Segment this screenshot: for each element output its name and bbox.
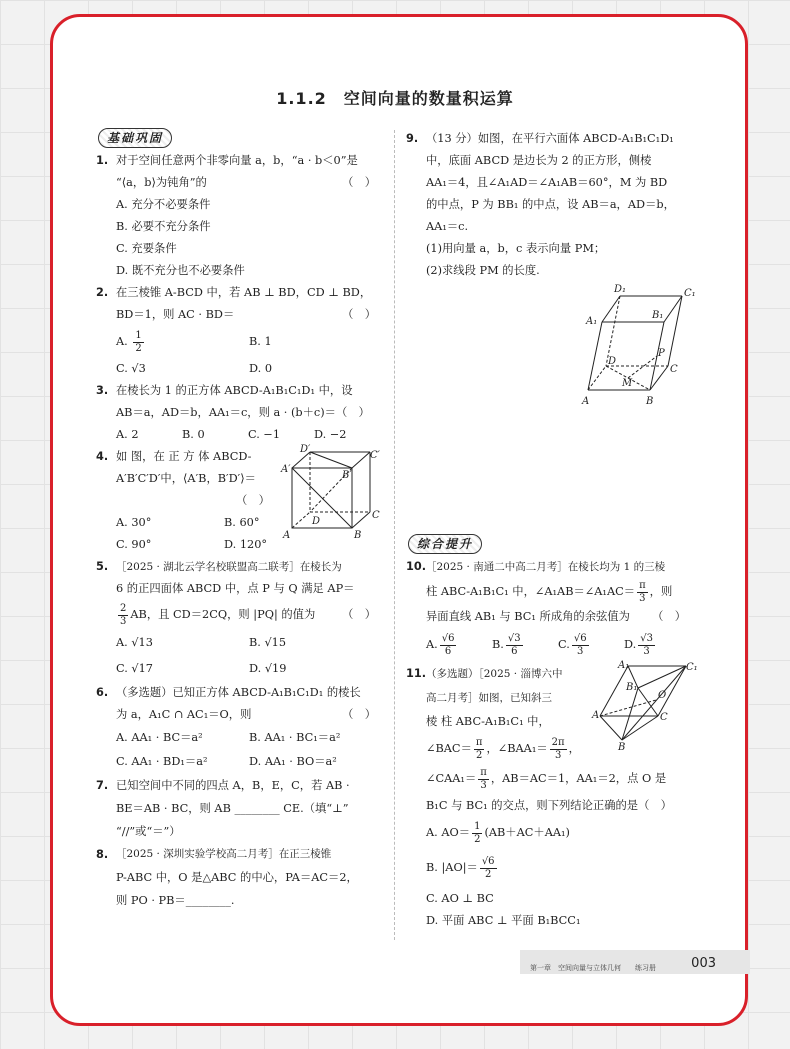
q11-option-b-frac: $\frac{√6}{2}$ xyxy=(481,855,495,880)
q1-option-d[interactable]: D. 既不充分也不必要条件 xyxy=(116,264,245,277)
q2-line2: BD＝1，则 AC · BD＝ xyxy=(116,308,235,321)
q9-line1: （13 分）如图，在平行六面体 ABCD-A₁B₁C₁D₁ xyxy=(426,132,674,145)
q11-option-c[interactable]: C. AO ⊥ BC xyxy=(426,892,494,905)
q5-line1: ［2025 · 湖北云学名校联盟高二联考］在棱长为 xyxy=(116,561,342,573)
q1-option-a[interactable]: A. 充分不必要条件 xyxy=(116,198,211,211)
q11-line5a: ∠CAA₁＝ xyxy=(426,772,477,785)
fig11-label-c: C xyxy=(660,712,668,723)
q2-option-d[interactable]: D. 0 xyxy=(249,362,273,375)
q10-option-b[interactable] xyxy=(492,628,558,662)
q4-number: 4. xyxy=(96,450,109,463)
q10-line2: 柱 ABC-A₁B₁C₁ 中，∠A₁AB＝∠A₁AC＝ xyxy=(426,585,636,598)
page-footer xyxy=(520,950,750,974)
q1-line1: 对于空间任意两个非零向量 a，b，“a · b＜0”是 xyxy=(116,154,358,167)
q8-line3: 则 PO · PB＝________. xyxy=(116,894,235,907)
q2-line1: 在三棱锥 A-BCD 中，若 AB ⊥ BD，CD ⊥ BD， xyxy=(116,286,372,299)
q11-line4b: ，∠BAA₁＝ xyxy=(486,742,548,755)
q5-frac: $\frac{2}{3}$ xyxy=(120,602,127,627)
q9-line4: 的中点，P 为 BB₁ 的中点，设 AB＝a，AD＝b， xyxy=(426,198,675,211)
q2-number: 2. xyxy=(96,286,109,299)
q10-option-b-frac: $\frac{√3}{6}$ xyxy=(507,632,521,657)
q5-number: 5. xyxy=(96,560,109,573)
fig9-label-c: C xyxy=(670,364,678,375)
q2-option-c[interactable]: C. √3 xyxy=(116,362,146,375)
question-3 xyxy=(96,380,382,424)
q4-option-d[interactable]: D. 120° xyxy=(224,538,268,551)
q10-option-c-label: C. xyxy=(558,638,570,651)
q1-line2: “⟨a，b⟩为钝角”的 xyxy=(116,176,207,189)
q6-option-b[interactable]: B. AA₁ · BC₁＝a² xyxy=(249,731,341,744)
fig11-label-a: A xyxy=(592,710,600,721)
q6-option-d[interactable]: D. AA₁ · BO＝a² xyxy=(249,755,337,768)
question-6 xyxy=(96,682,382,726)
fig11-label-o: O xyxy=(658,690,667,701)
fig9-label-m: M xyxy=(622,378,633,389)
q11-line5b: ，AB＝AC＝1，AA₁＝2，点 O 是 xyxy=(490,772,667,785)
question-4 xyxy=(96,446,382,556)
q5-option-c[interactable]: C. √17 xyxy=(116,662,153,675)
q3-line1: 在棱长为 1 的正方体 ABCD-A₁B₁C₁D₁ 中，设 xyxy=(116,384,353,397)
question-1 xyxy=(96,150,382,194)
q11-number: 11. xyxy=(406,667,427,680)
q6-option-c[interactable]: C. AA₁ · BD₁＝a² xyxy=(116,755,208,768)
q3-option-d[interactable]: D. −2 xyxy=(314,428,347,441)
q11-line2: 高二月考］如图，已知斜三 xyxy=(426,692,552,704)
fig11-label-b1: B₁ xyxy=(626,682,638,693)
q10-option-d[interactable] xyxy=(624,628,690,662)
prism-figure xyxy=(592,660,698,753)
left-column xyxy=(96,128,382,912)
q5-option-b[interactable]: B. √15 xyxy=(249,636,287,649)
q11-option-b-label: B. |AO|＝ xyxy=(426,861,478,874)
q11-frac2: $\frac{2\pi}{3}$ xyxy=(551,736,565,761)
fig4-label-bp: B′ xyxy=(342,470,352,481)
q6-line1: （多选题）已知正方体 ABCD-A₁B₁C₁D₁ 的棱长 xyxy=(116,686,361,699)
fig4-label-dp: D′ xyxy=(300,444,311,455)
q11-line3: 棱 柱 ABC-A₁B₁C₁ 中， xyxy=(426,715,550,728)
q4-option-b[interactable]: B. 60° xyxy=(224,516,260,529)
footer-chapter: 第一章 空间向量与立体几何 练习册 xyxy=(530,964,656,972)
q8-number: 8. xyxy=(96,848,109,861)
q10-option-a-frac: $\frac{√6}{6}$ xyxy=(441,632,455,657)
q11-line4a: ∠BAC＝ xyxy=(426,742,472,755)
q1-option-b[interactable]: B. 必要不充分条件 xyxy=(116,220,211,233)
page-title: 1.1.2 空间向量的数量积运算 xyxy=(276,89,514,108)
q9-line2: 中，底面 ABCD 是边长为 2 的正方形，侧棱 xyxy=(426,154,652,167)
question-7 xyxy=(96,774,382,843)
q1-number: 1. xyxy=(96,154,109,167)
question-5 xyxy=(96,556,382,630)
q11-line1: （多选题）［2025 · 淄博六中 xyxy=(426,668,563,680)
q10-option-d-label: D. xyxy=(624,638,637,651)
q10-option-b-label: B. xyxy=(492,638,504,651)
page-number: 003 xyxy=(691,956,716,971)
q8-line1: ［2025 · 深圳实验学校高二月考］在正三棱锥 xyxy=(116,848,332,860)
q10-option-d-frac: $\frac{√3}{3}$ xyxy=(640,632,653,657)
q11-option-a-expr: (AB＋AC＋AA₁) xyxy=(484,826,570,839)
fig4-label-b: B xyxy=(354,530,362,541)
q11-line6: B₁C 与 BC₁ 的交点，则下列结论正确的是（ ） xyxy=(426,799,672,812)
question-8 xyxy=(96,843,382,912)
q9-line5: AA₁＝c. xyxy=(426,220,469,233)
parallelepiped-figure xyxy=(582,282,702,412)
q10-option-a-label: A. xyxy=(426,638,438,651)
fig9-label-c1: C₁ xyxy=(684,288,696,299)
q7-line2: BE＝AB · BC，则 AB ________ CE.（填“⊥” xyxy=(116,802,349,815)
q6-line2: 为 a，A₁C ∩ AC₁＝O，则 xyxy=(116,708,252,721)
q10-paren: （ ） xyxy=(652,610,686,623)
q6-number: 6. xyxy=(96,686,109,699)
q11-option-a-frac: $\frac{1}{2}$ xyxy=(474,820,481,845)
fig9-label-d: D xyxy=(608,356,617,367)
q9-line3: AA₁＝4，且∠A₁AD＝∠A₁AB＝60°，M 为 BD xyxy=(426,176,668,189)
q6-paren: （ ） xyxy=(342,708,376,721)
fig9-label-a: A xyxy=(582,396,590,407)
q10-option-a[interactable] xyxy=(426,628,492,662)
q10-line3: 异面直线 AB₁ 与 BC₁ 所成角的余弦值为 xyxy=(426,610,630,623)
right-column xyxy=(406,128,698,932)
q11-option-d[interactable]: D. 平面 ABC ⊥ 平面 B₁BCC₁ xyxy=(426,914,581,927)
fig9-label-p: P xyxy=(658,348,665,359)
q5-option-d[interactable]: D. √19 xyxy=(249,662,287,675)
q1-paren: （ ） xyxy=(342,176,376,189)
q2-option-a-label: A. xyxy=(116,335,128,348)
q4-line1: 如 图，在 正 方 体 ABCD- xyxy=(116,450,252,463)
q4-line2: A′B′C′D′中，⟨A′B，B′D′⟩＝ xyxy=(116,472,256,485)
q1-option-c[interactable]: C. 充要条件 xyxy=(116,242,177,255)
q10-frac: $\frac{\pi}{3}$ xyxy=(639,579,646,604)
q5-line2: 6 的正四面体 ABCD 中，点 P 与 Q 满足 AP＝ xyxy=(116,582,355,595)
q7-line3: “//”或“＝”） xyxy=(116,825,181,838)
fig9-label-d1: D₁ xyxy=(614,284,627,295)
q10-option-c-frac: $\frac{√6}{3}$ xyxy=(573,632,587,657)
question-10 xyxy=(406,556,692,628)
fig4-label-a: A xyxy=(283,530,291,541)
q10-number: 10. xyxy=(406,560,427,573)
q11-option-a[interactable] xyxy=(406,818,692,848)
q10-line1: ［2025 · 南通二中高二月考］在棱长均为 1 的三棱 xyxy=(426,561,666,573)
q11-option-a-label: A. AO＝ xyxy=(426,826,471,839)
fig11-label-c1: C₁ xyxy=(686,662,698,673)
q4-option-a[interactable]: A. 30° xyxy=(116,516,152,529)
q4-option-c[interactable]: C. 90° xyxy=(116,538,152,551)
q3-number: 3. xyxy=(96,384,109,397)
q2-option-b[interactable]: B. 1 xyxy=(249,335,272,348)
q2-option-a-frac: $\frac{1}{2}$ xyxy=(135,329,142,354)
q9-sub2: (2)求线段 PM 的长度. xyxy=(426,264,540,277)
q3-option-b[interactable]: B. 0 xyxy=(182,428,205,441)
fig9-label-b1: B₁ xyxy=(652,310,664,321)
question-9 xyxy=(406,128,692,282)
question-2 xyxy=(96,282,382,326)
q9-number: 9. xyxy=(406,132,419,145)
q11-frac3: $\frac{\pi}{3}$ xyxy=(480,766,487,791)
q8-line2: P-ABC 中，O 是△ABC 的中心，PA＝AC＝2， xyxy=(116,871,358,884)
q3-option-a[interactable]: A. 2 xyxy=(116,428,139,441)
fig4-label-ap: A′ xyxy=(281,464,291,475)
q2-paren: （ ） xyxy=(342,308,376,321)
q3-option-c[interactable]: C. −1 xyxy=(248,428,281,441)
q11-line4c: ， xyxy=(568,742,580,755)
q4-paren: （ ） xyxy=(236,494,270,507)
q5-option-a[interactable]: A. √13 xyxy=(116,636,153,649)
fig11-label-a1: A₁ xyxy=(618,660,630,671)
q5-paren: （ ） xyxy=(342,608,376,621)
fig4-label-c: C xyxy=(372,510,380,521)
column-divider xyxy=(394,130,395,940)
section-comprehensive: 综合提升 xyxy=(408,534,482,554)
q10-line2b: ，则 xyxy=(649,585,673,598)
q6-option-a[interactable]: A. AA₁ · BC＝a² xyxy=(116,731,203,744)
section-basic: 基础巩固 xyxy=(98,128,172,148)
fig9-label-a1: A₁ xyxy=(586,316,598,327)
fig4-label-cp: C′ xyxy=(370,450,380,461)
fig9-label-b: B xyxy=(646,396,654,407)
question-11 xyxy=(406,660,698,818)
q3-line2: AB＝a，AD＝b，AA₁＝c，则 a · (b＋c)＝（ ） xyxy=(116,406,370,419)
q10-option-c[interactable] xyxy=(558,628,624,662)
fig11-label-b: B xyxy=(618,742,626,753)
q7-number: 7. xyxy=(96,779,109,792)
q11-option-b[interactable] xyxy=(406,848,692,888)
q7-line1: 已知空间中不同的四点 A，B，E，C，若 AB · xyxy=(116,779,350,792)
fig4-label-d: D xyxy=(312,516,321,527)
q9-sub1: (1)用向量 a，b，c 表示向量 PM； xyxy=(426,242,606,255)
q11-frac1: $\frac{\pi}{2}$ xyxy=(475,736,483,761)
q5-line3: AB，且 CD＝2CQ，则 |PQ| 的值为 xyxy=(130,608,316,621)
q2-option-a[interactable] xyxy=(116,326,249,358)
